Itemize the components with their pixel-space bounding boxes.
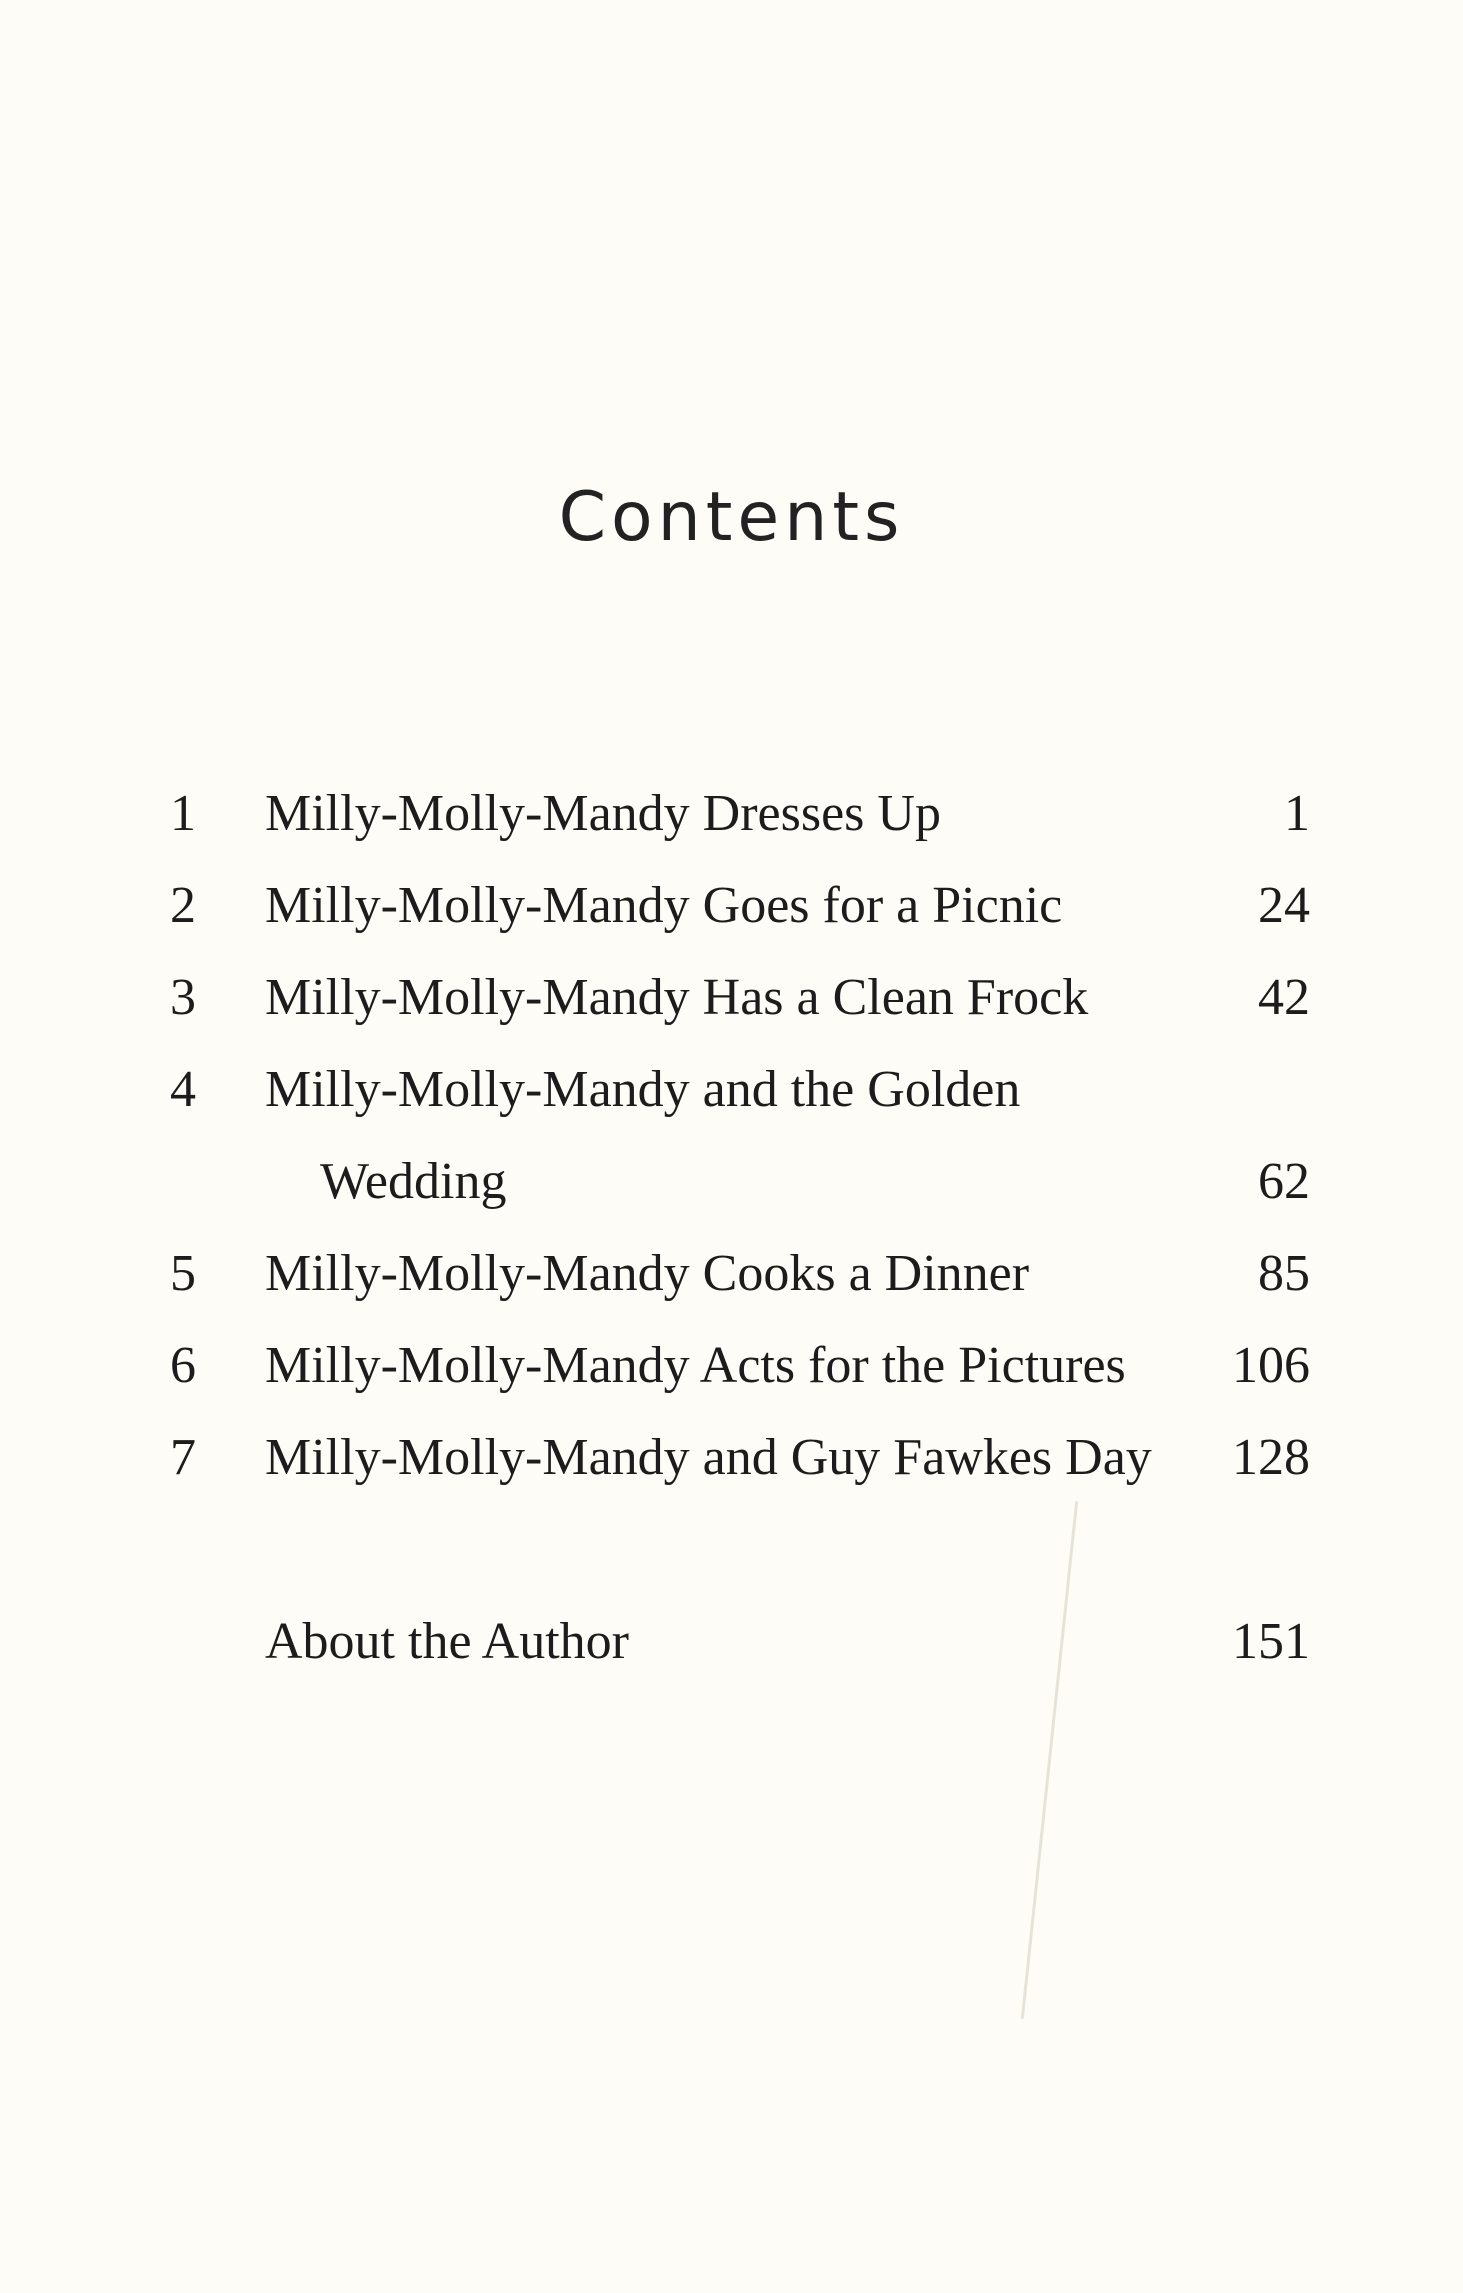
chapter-title: Milly-Molly-Mandy and the Golden [265,1061,1021,1118]
chapter-title: Milly-Molly-Mandy Has a Clean Frock [265,969,1089,1026]
toc-entry-about-author[interactable] [170,1596,1310,1688]
page-number: 62 [1258,1153,1310,1210]
page-title: Contents [558,478,905,557]
table-of-contents [170,768,1310,1688]
toc-entry-4[interactable] [170,1044,1310,1136]
page-number: 24 [1258,877,1310,934]
chapter-number: 7 [170,1429,196,1486]
toc-entry-3[interactable] [170,952,1310,1044]
chapter-number: 4 [170,1061,196,1118]
page-number: 42 [1258,969,1310,1026]
chapter-number: 2 [170,877,196,934]
chapter-title: Milly-Molly-Mandy Goes for a Picnic [265,877,1063,934]
toc-entry-5[interactable] [170,1228,1310,1320]
chapter-number: 5 [170,1245,196,1302]
page-number: 1 [1284,785,1310,842]
chapter-number: 6 [170,1337,196,1394]
toc-entry-2[interactable] [170,860,1310,952]
page-number: 85 [1258,1245,1310,1302]
chapter-title-continued: Wedding [320,1153,507,1210]
chapter-title: Milly-Molly-Mandy Cooks a Dinner [265,1245,1030,1302]
section-spacer [170,1504,1310,1596]
chapter-title: Milly-Molly-Mandy Acts for the Pictures [265,1337,1126,1394]
chapter-title: Milly-Molly-Mandy Dresses Up [265,785,941,842]
toc-entry-4-continued[interactable] [170,1136,1310,1228]
page-number: 106 [1232,1337,1310,1394]
chapter-title: Milly-Molly-Mandy and Guy Fawkes Day [265,1429,1152,1486]
toc-entry-6[interactable] [170,1320,1310,1412]
page-number: 128 [1232,1429,1310,1486]
chapter-number: 1 [170,785,196,842]
page-number: 151 [1232,1613,1310,1670]
toc-entry-7[interactable] [170,1412,1310,1504]
chapter-number: 3 [170,969,196,1026]
back-matter-title: About the Author [265,1613,629,1670]
toc-entry-1[interactable] [170,768,1310,860]
